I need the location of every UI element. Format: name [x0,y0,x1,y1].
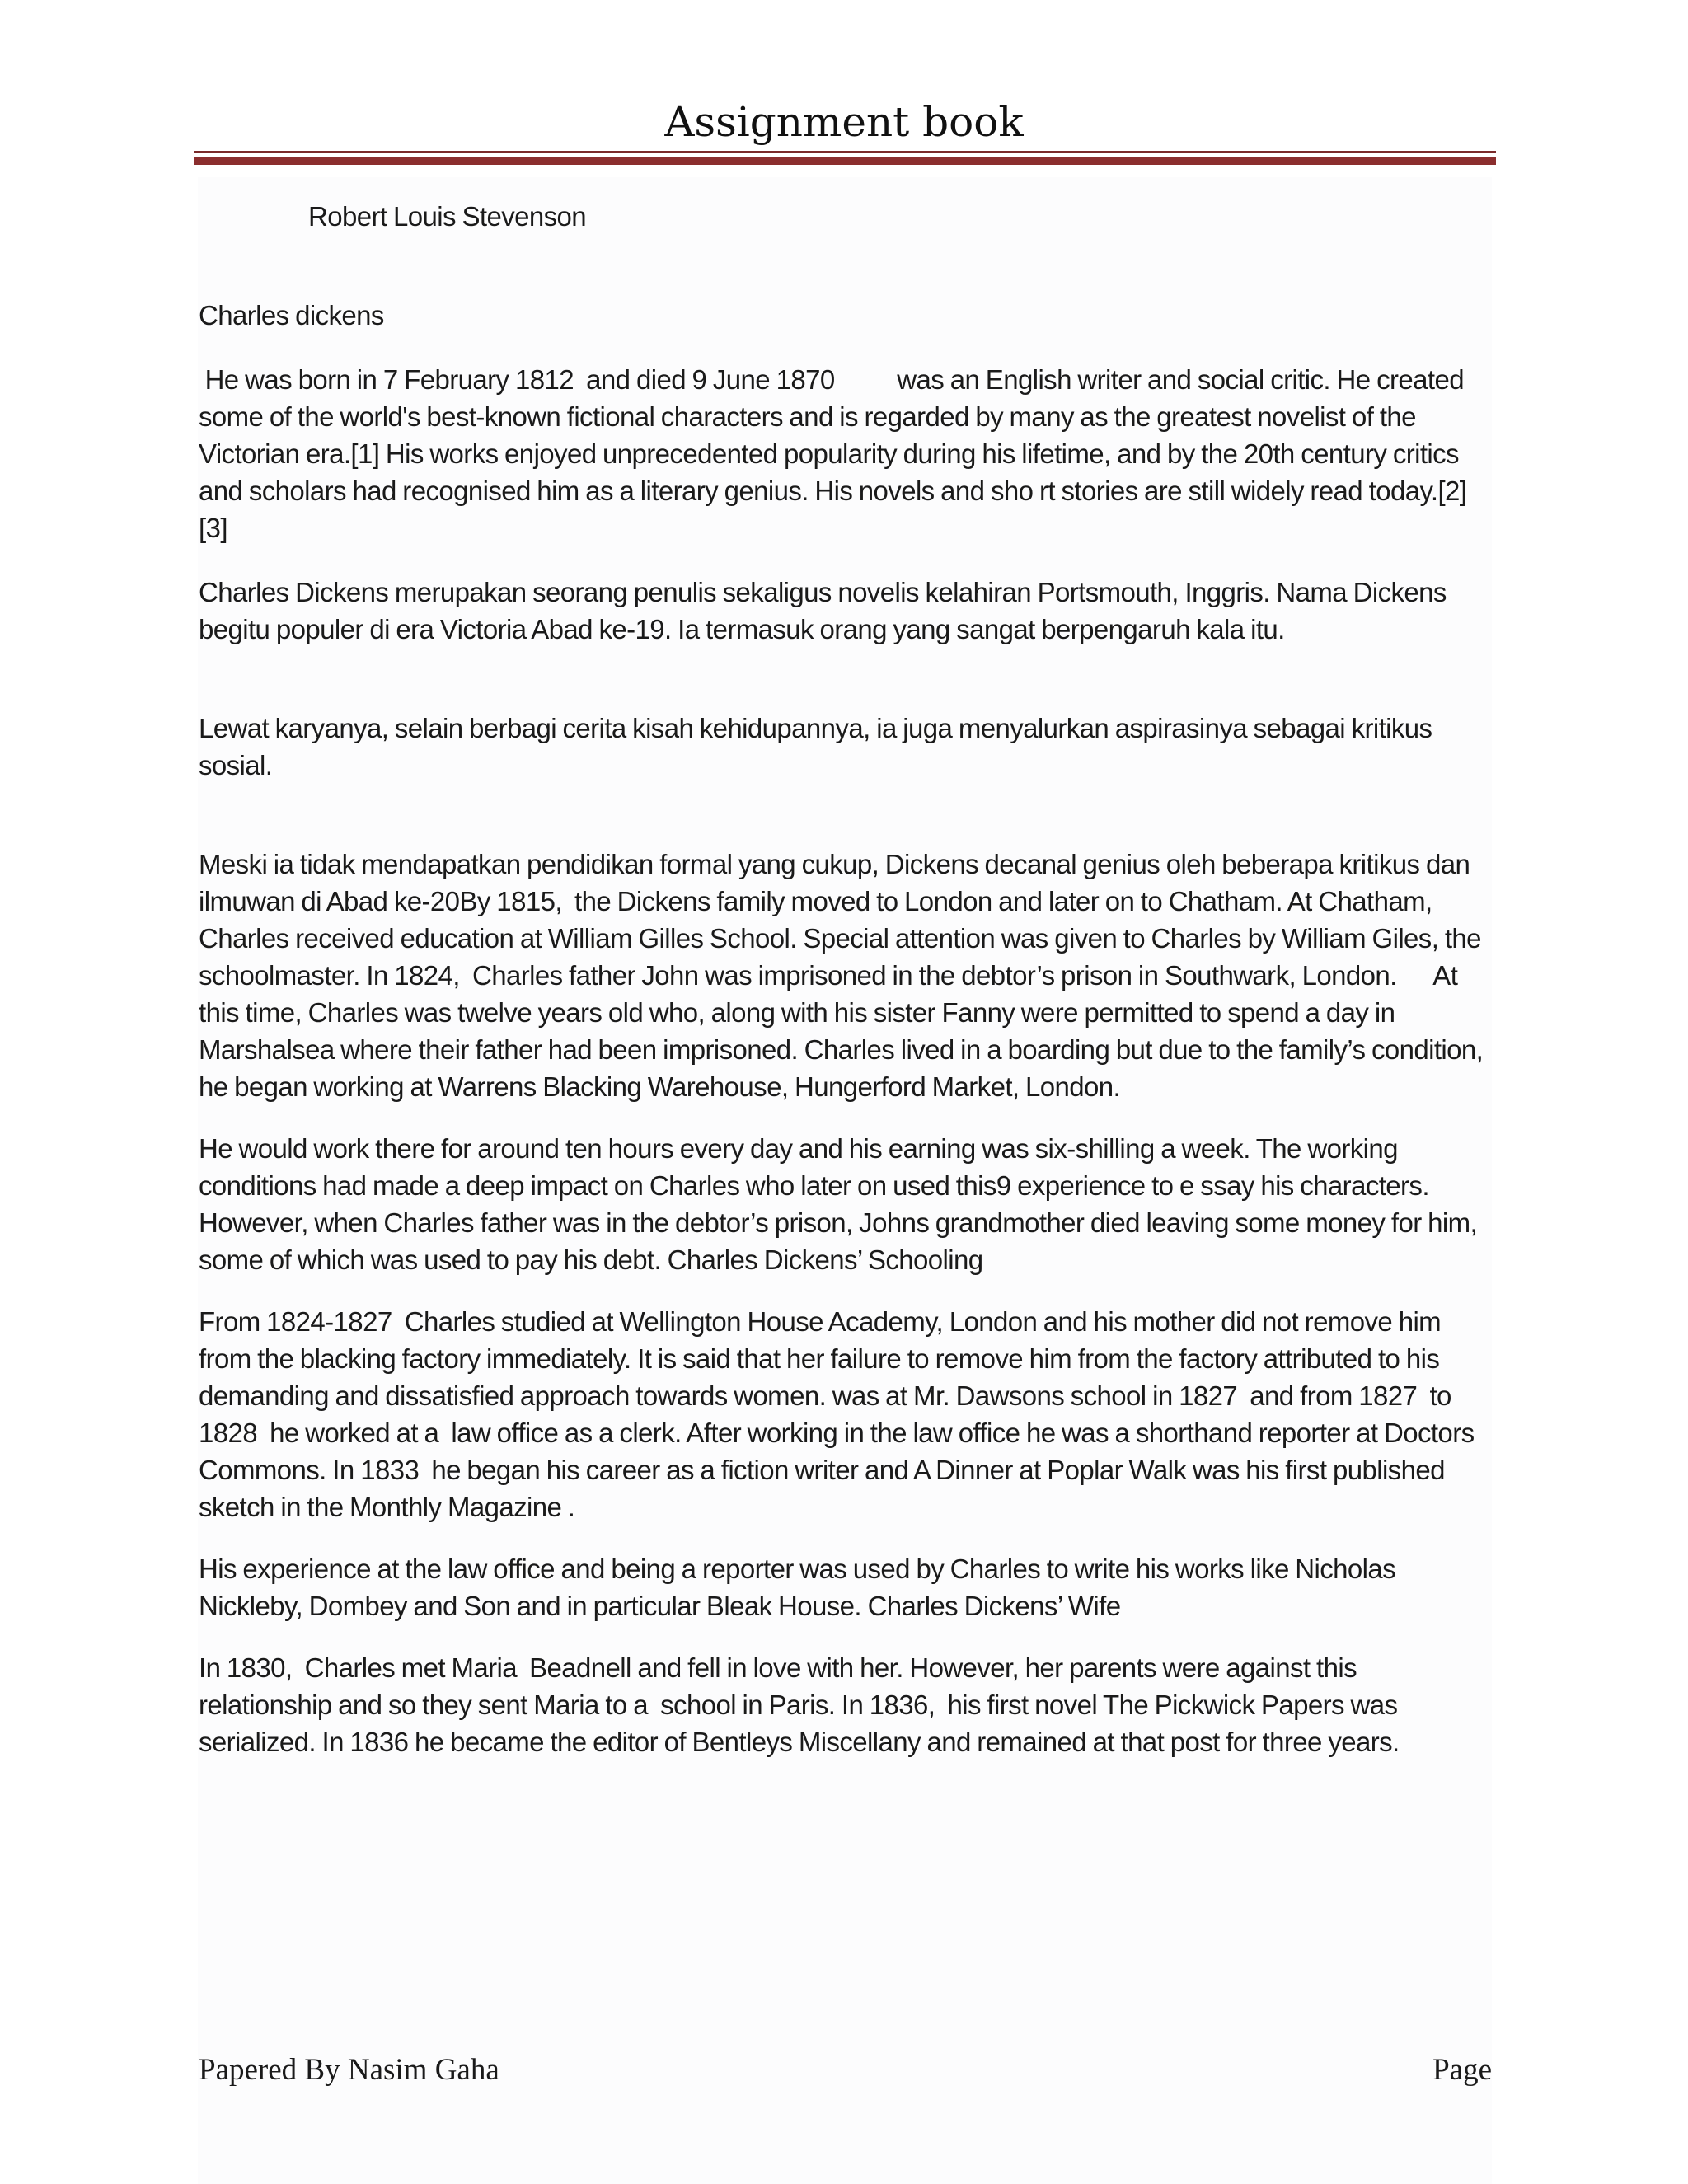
section-heading: Charles dickens [199,300,384,330]
paragraph-indonesian-intro: Charles Dickens merupakan seorang penulis sekaligus novelis kelahiran Portsmouth, Inggris. Nama Dickens begitu populer di era Victoria Abad ke-19. Ia termasuk orang yang sangat berpengaruh kala itu. [199,577,1447,644]
paragraph-biography-intro: He was born in 7 February 1812 and died 9 June 1870 was an English writer and social critic. He created some of the world's best-known fictional characters and is regarded by many as the greatest novelist of the Victorian era.[1] His works enjoyed unprecedented popularity during his lifetime, and by the 20th century critics and scholars had recognised him as a literary genius. His novels and sho rt stories are still widely read today.[2][3] [199,364,1470,543]
paragraph-early-life: Meski ia tidak mendapatkan pendidikan formal yang cukup, Dickens decanal genius oleh beberapa kritikus dan ilmuwan di Abad ke-20By 1815, the Dickens family moved to London and later on to Chatham. At Chatham, Charles received education at William Gilles School. Special attention was given to Charles by William Giles, the schoolmaster. In 1824, Charles father John was imprisoned in the debtor’s prison in Southwark, London. At this time, Charles was twelve years old who, along with his sister Fanny were permitted to spend a day in Marshalsea where their father had been imprisoned. Charles lived in a boarding but due to the family’s condition, he began working at Warrens Blacking Warehouse, Hungerford Market, London. [199,849,1489,1102]
header-rule-thick [194,157,1496,165]
paragraph-warehouse-work: He would work there for around ten hours every day and his earning was six-shilling a week. The working conditions had made a deep impact on Charles who later on used this9 experience to e ssay his characters. However, when Charles father was in the debtor’s prison, Johns grandmother died leaving some money for him, some of which was used to pay his debt. Charles Dickens’ Schooling [199,1133,1478,1275]
spacer [199,648,1493,710]
spacer [199,1278,1493,1303]
header-rule-thin [194,151,1496,153]
spacer [199,1526,1493,1550]
document-body [199,198,1493,1760]
paragraph-schooling: From 1824-1827 Charles studied at Wellington House Academy, London and his mother did not remove him from the blacking factory immediately. It is said that her failure to remove him from the factory attributed to his demanding and dissatisfied approach towards women. was at Mr. Dawsons school in 1827 and from 1827 to 1828 he worked at a law office as a clerk. After working in the law office he was a shorthand reporter at Doctors Commons. In 1833 he began his career as a fiction writer and A Dinner at Poplar Walk was his first published sketch in the Monthly Magazine . [199,1306,1481,1522]
spacer [199,1105,1493,1130]
spacer [199,1624,1493,1649]
spacer [199,546,1493,574]
paragraph-wife: In 1830, Charles met Maria Beadnell and fell in love with her. However, her parents were against this relationship and so they sent Maria to a school in Paris. In 1836, his first novel The Pickwick Papers was serialized. In 1836 he became the editor of Bentleys Miscellany and remained at that post for three years. [199,1652,1404,1757]
document-subtitle: Robert Louis Stevenson [308,201,587,232]
spacer [199,334,1493,361]
footer-author: Papered By Nasim Gaha [199,2053,499,2087]
spacer [199,235,1493,297]
spacer [199,784,1493,846]
paragraph-indonesian-works: Lewat karyanya, selain berbagi cerita kisah kehidupannya, ia juga menyalurkan aspirasinya sebagai kritikus sosial. [199,713,1432,780]
page-title: Assignment book [664,98,1024,146]
paragraph-law-office: His experience at the law office and being a reporter was used by Charles to write his works like Nicholas Nickleby, Dombey and Son and in particular Bleak House. Charles Dickens’ Wife [199,1554,1396,1621]
footer-page-label: Page [1432,2053,1492,2087]
